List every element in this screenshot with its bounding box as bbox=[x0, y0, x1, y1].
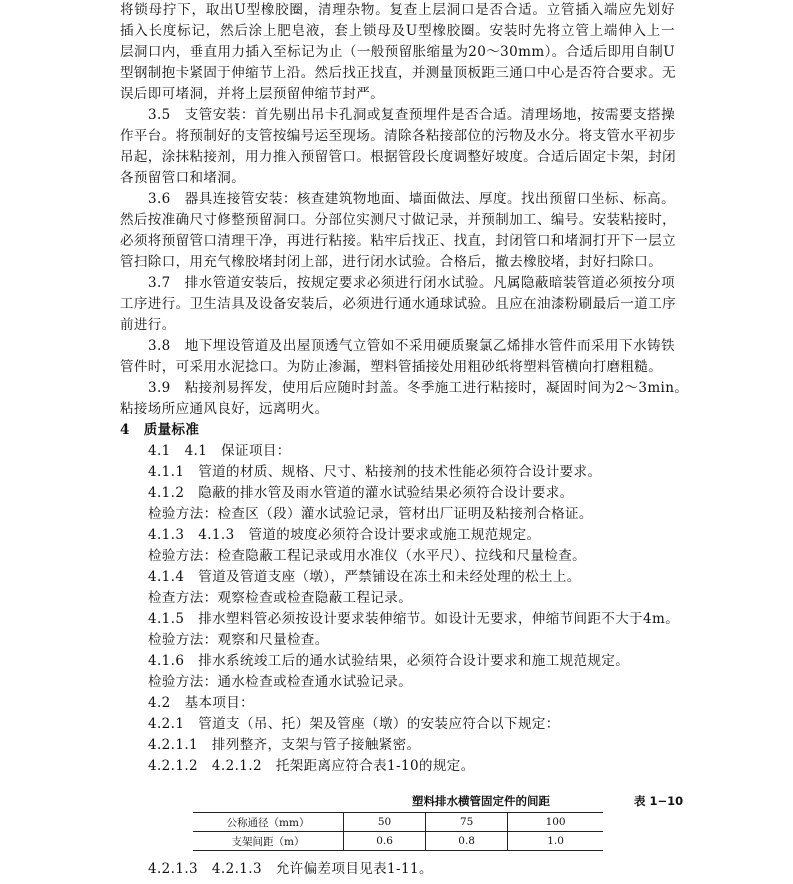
section-heading-quality-standard: 4 质量标准 bbox=[120, 422, 200, 438]
table-cell: 50 bbox=[344, 813, 426, 832]
table-cell: 75 bbox=[426, 813, 508, 832]
text-line: 4.1.5 排水塑料管必须按设计要求装伸缩节。如设计无要求，伸缩节间距不大于4m。 bbox=[148, 611, 680, 627]
text-line: 4.1.2 隐蔽的排水管及雨水管道的灌水试验结果必须符合设计要求。 bbox=[148, 485, 574, 501]
text-line: 层洞口内，垂直用力插入至标记为止（一般预留胀缩量为20～30mm）。合适后即用自制U bbox=[120, 44, 675, 60]
text-line: 工序进行。卫生洁具及设备安装后，必须进行通水通球试验。且应在油漆粉刷最后一道工序 bbox=[120, 296, 676, 312]
text-line: 4.1.3 4.1.3 管道的坡度必须符合设计要求或施工规范规定。 bbox=[148, 527, 541, 543]
text-line: 粘接场所应通风良好，远离明火。 bbox=[120, 401, 329, 417]
paragraph-3-5: 3.5 支管安装：首先剔出吊卡孔洞或复查预埋件是否合适。清理场地，按需要支搭操 bbox=[148, 107, 675, 123]
text-line: 4.1.6 排水系统竣工后的通水试验结果，必须符合设计要求和施工规范规定。 bbox=[148, 653, 630, 669]
text-line: 然后按准确尺寸修整预留洞口。分部位实测尺寸做记录，并预制加工、编号。安装粘接时， bbox=[120, 212, 676, 228]
paragraph-3-8: 3.8 地下埋设管道及出屋顶透气立管如不采用硬质聚氯乙烯排水管件而采用下水铸铁 bbox=[148, 338, 675, 354]
support-spacing-table bbox=[193, 812, 603, 851]
table-number: 表 1−10 bbox=[634, 794, 684, 808]
table-cell: 支架间距（m） bbox=[193, 832, 344, 851]
text-line: 各预留管口和堵洞。 bbox=[120, 170, 246, 186]
table-cell: 公称通径（mm） bbox=[193, 813, 344, 832]
table-row bbox=[193, 813, 603, 832]
text-line: 检验方法：检查隐蔽工程记录或用水准仪（水平尺）、拉线和尺量检查。 bbox=[148, 548, 587, 564]
table-title: 塑料排水横管固定件的间距 bbox=[412, 794, 550, 808]
paragraph-3-6: 3.6 器具连接管安装：核查建筑物地面、墙面做法、厚度。找出预留口坐标、标高。 bbox=[148, 191, 675, 207]
text-line: 4.2.1.1 排列整齐，支架与管子接触紧密。 bbox=[148, 737, 421, 753]
text-line: 必须将预留管口清理干净，再进行粘接。粘牢后找正、找直，封闭管口和堵洞打开下一层立 bbox=[120, 233, 676, 249]
text-line: 4.2.1 管道支（吊、托）架及管座（墩）的安装应符合以下规定： bbox=[148, 716, 560, 732]
text-line: 插入长度标记，然后涂上肥皂液，套上锁母及U型橡胶圈。安装时先将立管上端伸入上一 bbox=[120, 23, 675, 39]
table-cell: 0.8 bbox=[426, 832, 508, 851]
text-line: 4.1 4.1 保证项目： bbox=[148, 443, 291, 459]
text-line: 4.2 基本项目： bbox=[148, 695, 255, 711]
table-cell: 0.6 bbox=[344, 832, 426, 851]
text-line: 作平台。将预制好的支管按编号运至现场。清除各粘接部位的污物及水分。将支管水平初步 bbox=[120, 128, 676, 144]
text-line: 前进行。 bbox=[120, 317, 176, 333]
text-line: 管扫除口，用充气橡胶堵封闭上部，进行闭水试验。合格后，撤去橡胶堵，封好扫除口。 bbox=[120, 254, 663, 270]
text-line: 将锁母拧下，取出U型橡胶圈，清理杂物。复查上层洞口是否合适。立管插入端应先划好 bbox=[120, 2, 675, 18]
table-cell: 1.0 bbox=[508, 832, 603, 851]
table-cell: 100 bbox=[508, 813, 603, 832]
text-line: 管件时，可采用水泥捻口。为防止渗漏，塑料管插接处用粗砂纸将塑料管横向打磨粗糙。 bbox=[120, 359, 663, 375]
text-line: 型钢制抱卡紧固于伸缩节上沿。然后找正找直，并测量顶板距三通口中心是否符合要求。无 bbox=[120, 65, 676, 81]
text-line: 检验方法：检查区（段）灌水试验记录，管材出厂证明及粘接剂合格证。 bbox=[148, 506, 593, 522]
text-line: 4.1.4 管道及管道支座（墩），严禁铺设在冻土和未经处理的松土上。 bbox=[148, 569, 581, 585]
text-line: 4.1.1 管道的材质、规格、尺寸、粘接剂的技术性能必须符合设计要求。 bbox=[148, 464, 602, 480]
text-line: 吊起，涂抹粘接剂，用力推入预留管口。根据管段长度调整好坡度。合适后固定卡架，封闭 bbox=[120, 149, 676, 165]
paragraph-3-7: 3.7 排水管道安装后，按规定要求必须进行闭水试验。凡属隐蔽暗装管道必须按分项 bbox=[148, 275, 675, 291]
text-line: 4.2.1.2 4.2.1.2 托架距离应符合表1-10的规定。 bbox=[148, 758, 475, 774]
paragraph-3-9: 3.9 粘接剂易挥发，使用后应随时封盖。冬季施工进行粘接时，凝固时间为2～3min。 bbox=[148, 380, 689, 396]
text-line: 4.2.1.3 4.2.1.3 允许偏差项目见表1-11。 bbox=[148, 861, 433, 877]
text-line: 误后即可堵洞，并将上层预留伸缩节封严。 bbox=[120, 86, 385, 102]
table-row bbox=[193, 832, 603, 851]
text-line: 检查方法：观察检查或检查隐蔽工程记录。 bbox=[148, 590, 413, 606]
text-line: 检验方法：通水检查或检查通水试验记录。 bbox=[148, 674, 413, 690]
text-line: 检验方法：观察和尺量检查。 bbox=[148, 632, 329, 648]
